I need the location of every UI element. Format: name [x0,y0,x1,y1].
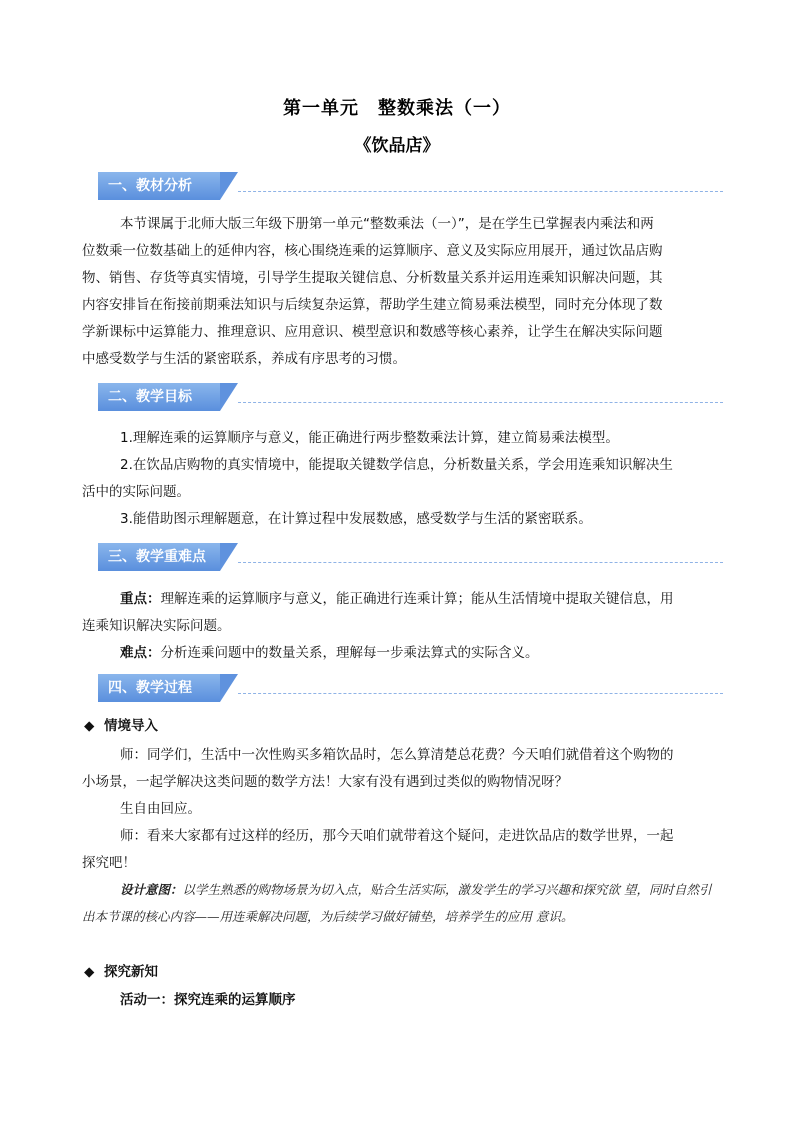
text-line: 位数乘一位数基础上的延伸内容，核心围绕连乘的运算顺序、意义及实际应用展开，通过饮品店购 [82,243,663,259]
section-header-analysis [98,172,723,202]
text-line: 望，同时自然引出本节课的核心内容——用连乘解决问题，为后续学习做好铺垫，培养学生的应用 [82,882,712,924]
dashed-divider [238,693,723,694]
section-tab: 一、教材分析 [98,172,220,200]
section-tab: 四、教学过程 [98,674,220,702]
key-point-cont: 连乘知识解决实际问题。 [82,618,231,634]
text-line: 探究吧！ [82,855,136,871]
text-line: 学新课标中运算能力、推理意识、应用意识、模型意识和数感等核心素养，让学生在解决实际问题 [82,324,663,340]
section-header-goals [98,383,723,413]
goal-item-cont: 活中的实际问题。 [82,484,190,500]
subheading-explore: ◆ 探究新知 [84,964,158,980]
goals-list [82,425,712,533]
diamond-bullet-icon: ◆ [84,964,95,980]
activity-heading: 活动一：探究连乘的运算顺序 [120,992,296,1008]
keypoints-block [82,586,712,667]
section-tab: 三、教学重难点 [98,543,220,571]
text-line: 师：看来大家都有过这样的经历，那今天咱们就带着这个疑问，走进饮品店的数学世界，一起 [120,828,674,844]
text-line: 小场景，一起学解决这类问题的数学方法！大家有没有遇到过类似的购物情况呀？ [82,774,568,790]
analysis-paragraph [82,211,712,373]
section-header-keypoints [98,543,723,573]
text-line: 本节课属于北师大版三年级下册第一单元“整数乘法（一）”，是在学生已掌握表内乘法和两 [120,216,654,232]
goal-item: 3.能借助图示理解题意，在计算过程中发展数感，感受数学与生活的紧密联系。 [120,511,592,527]
intro-dialogue [82,742,712,877]
text-line: 内容安排旨在衔接前期乘法知识与后续复杂运算，帮助学生建立简易乘法模型，同时充分体现了数 [82,297,663,313]
goal-item: 2.在饮品店购物的真实情境中，能提取关键数学信息，分析数量关系，学会用连乘知识解决生 [120,457,673,473]
lesson-title: 《饮品店》 [354,136,440,156]
key-point: 重点：理解连乘的运算顺序与意义，能正确进行连乘计算；能从生活情境中提取关键信息，用 [120,591,674,607]
text-line: 物、销售、存货等真实情境，引导学生提取关键信息、分析数量关系并运用连乘知识解决问题，其 [82,270,663,286]
diamond-bullet-icon: ◆ [84,718,95,734]
unit-title: 第一单元 整数乘法（一） [283,98,511,119]
section-tab: 二、教学目标 [98,383,220,411]
text-line: 师：同学们，生活中一次性购买多箱饮品时，怎么算清楚总花费？今天咱们就借着这个购物的 [120,747,674,763]
dashed-divider [238,562,723,563]
text-line: 意识。 [536,909,574,924]
difficult-point: 难点：分析连乘问题中的数量关系，理解每一步乘法算式的实际含义。 [120,645,539,661]
text-line: 中感受数学与生活的紧密联系，养成有序思考的习惯。 [82,351,406,367]
design-intent [82,876,712,930]
text-line: 生自由回应。 [120,801,201,817]
section-header-process [98,674,723,704]
subheading-intro: ◆ 情境导入 [84,718,158,734]
dashed-divider [238,402,723,403]
goal-item: 1.理解连乘的运算顺序与意义，能正确进行两步整数乘法计算，建立简易乘法模型。 [120,430,619,446]
dashed-divider [238,191,723,192]
text-line: 设计意图：以学生熟悉的购物场景为切入点，贴合生活实际，激发学生的学习兴趣和探究欲 [120,882,621,897]
